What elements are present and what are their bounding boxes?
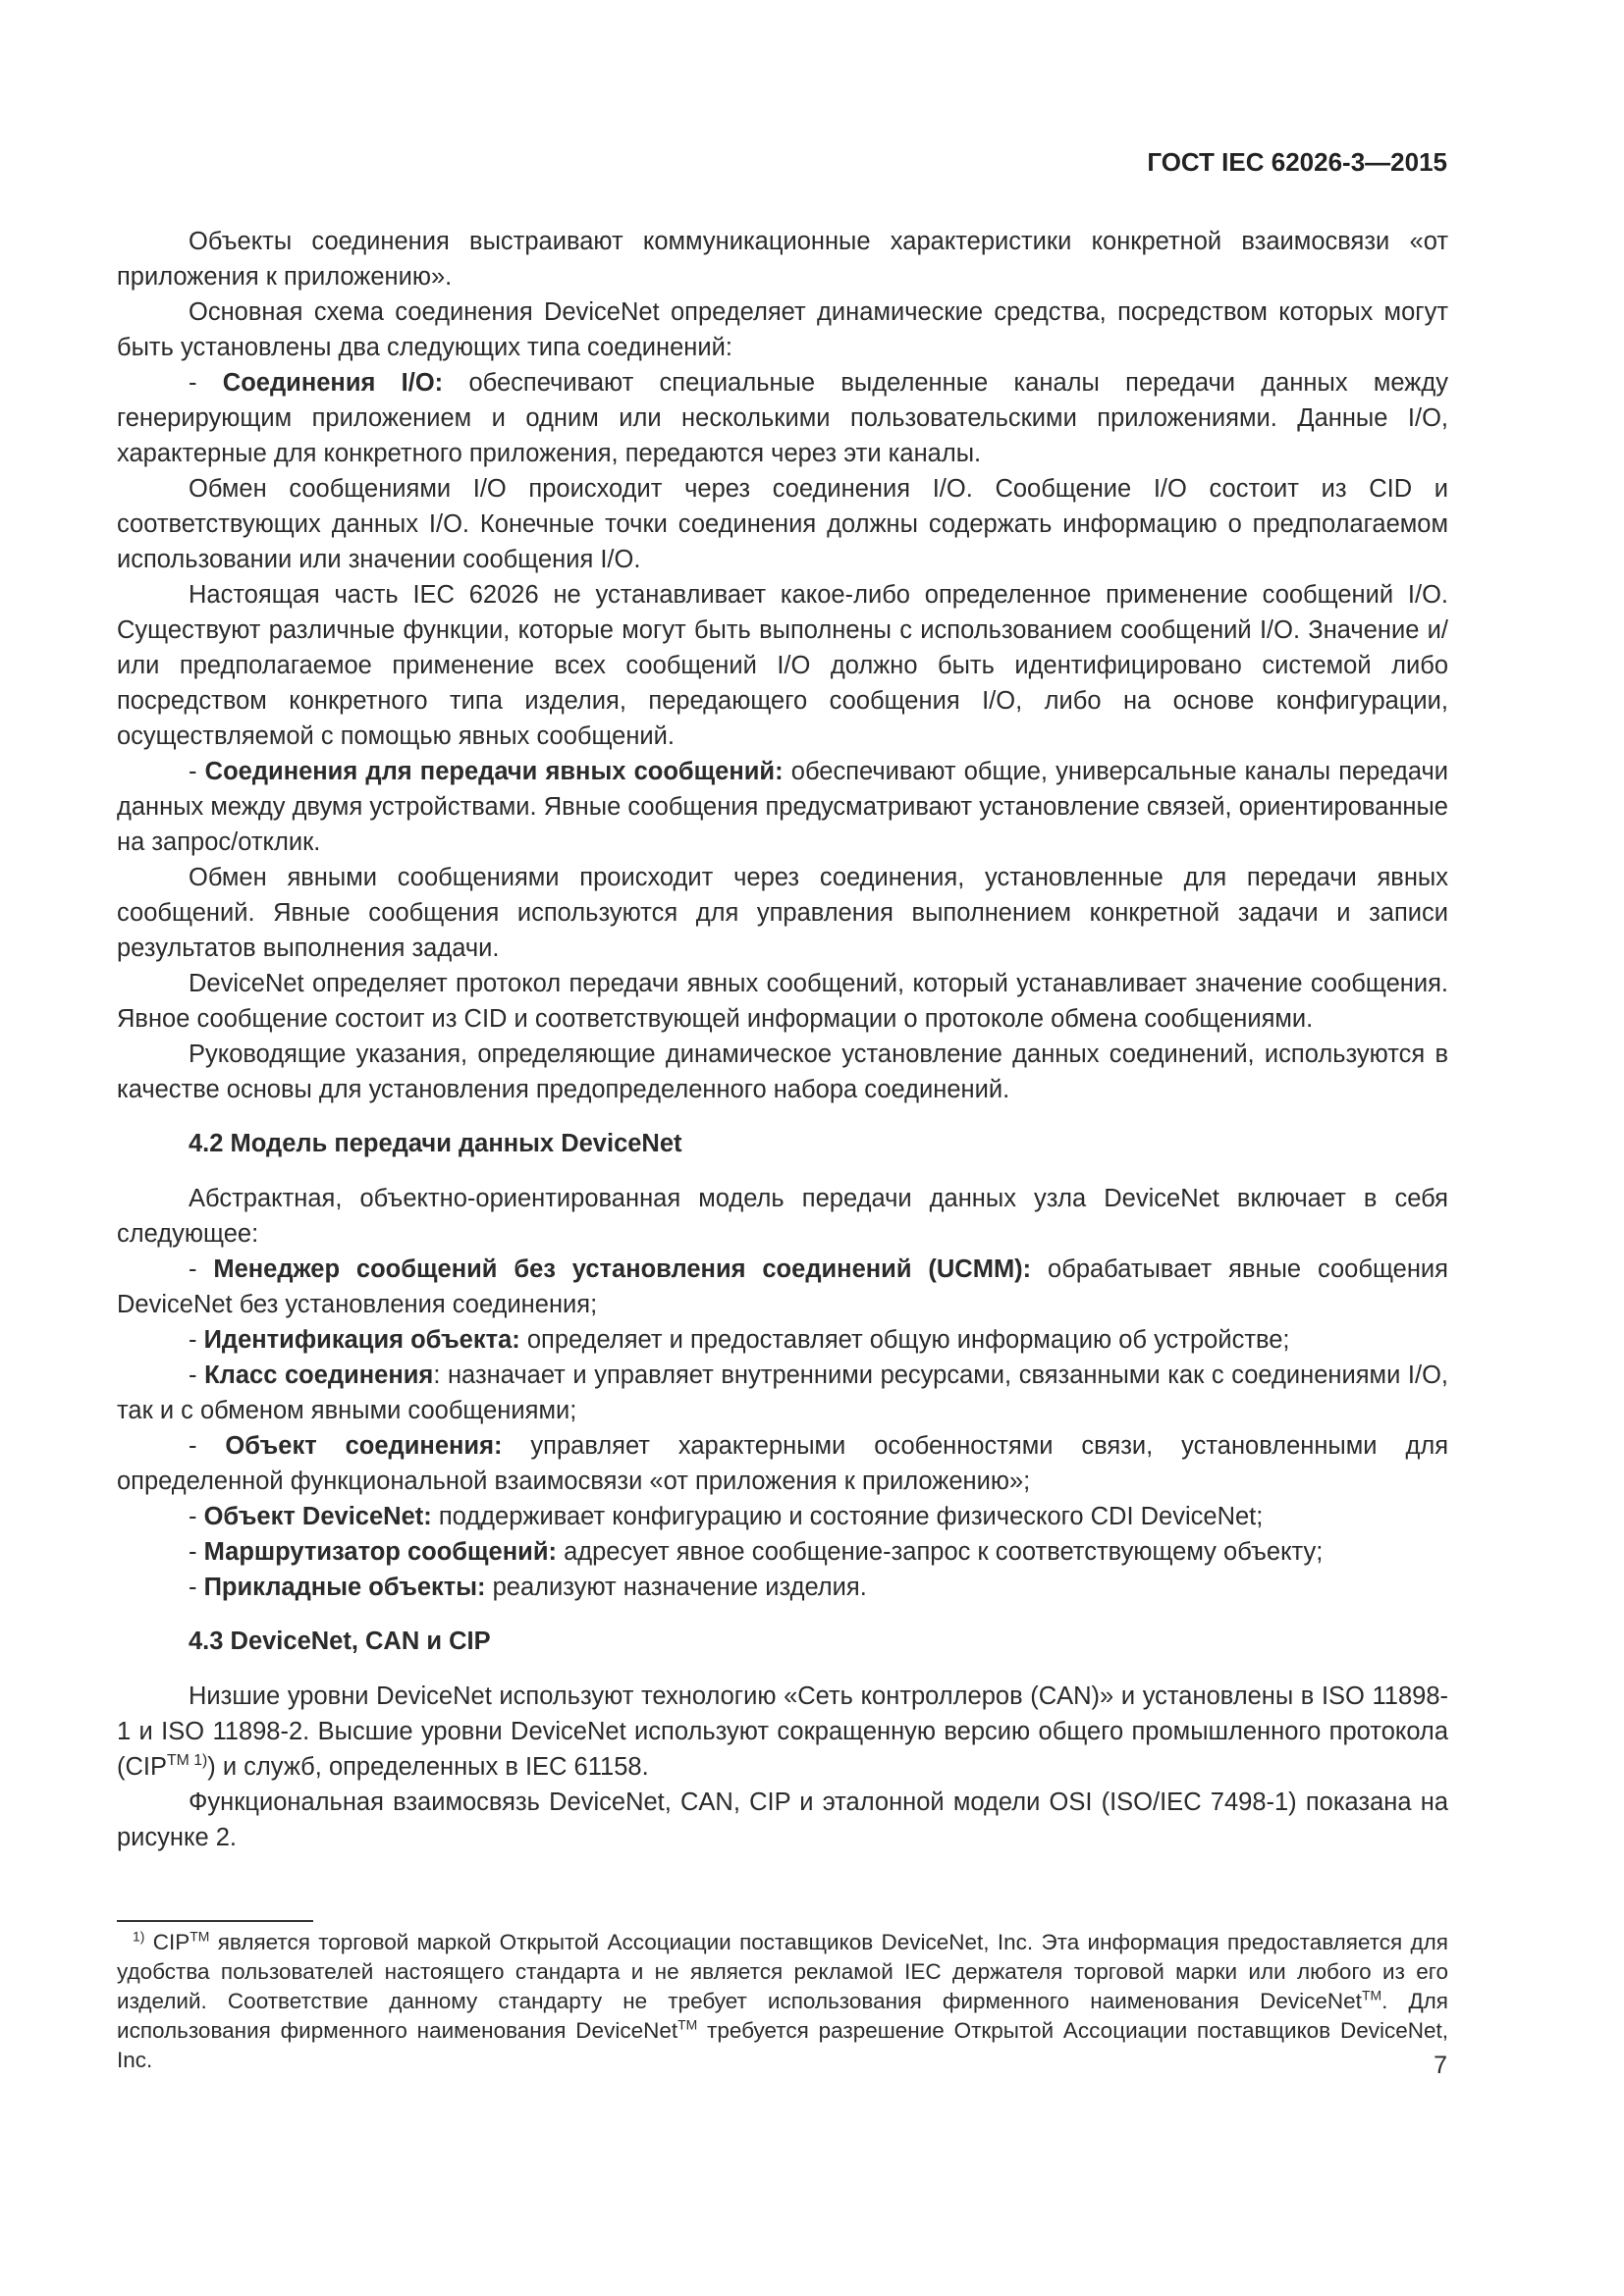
list-text: управляет характерными особенностями связи, установленными для определенной функциональной взаимосвязи «от приложения к приложению»; [117,1432,1449,1495]
list-term: Объект соединения: [225,1432,503,1460]
list-term: Объект DeviceNet: [203,1503,432,1530]
list-item [117,1322,1448,1358]
list-text: обеспечивают общие, универсальные каналы передачи данных между двумя устройствами. Явные сообщения предусматривают установление связей, ориентированные на запрос/отклик. [117,758,1449,856]
paragraph: Настоящая часть IEC 62026 не устанавливает какое-либо определенное применение сообщений I/O. Существуют различные функции, которые могут быть выполнены с использованием сообщений I/O. Значение и/или предполагаемое применение всех сообщений I/O должно быть идентифицировано системой либо посредством конкретного типа изделия, передающего сообщения I/O, либо на основе конфигурации, осуществляемой с помощью явных сообщений. [117,581,1448,750]
list-text: поддерживает конфигурацию и состояние физического CDI DeviceNet; [431,1503,1264,1530]
footnote [117,1928,1448,2075]
list-text: обрабатывает явные сообщения DeviceNet без установления соединения; [117,1255,1448,1318]
trademark-superscript: TM [1361,1987,1382,2003]
list-item [117,754,1448,860]
list-term: Маршрутизатор сообщений: [203,1538,557,1566]
list-dash: - [189,1255,214,1283]
paragraph-text: ) и служб, определенных в IEC 61158. [207,1753,649,1781]
list-text: обеспечивают специальные выделенные каналы передачи данных между генерирующим приложением и одним или несколькими пользовательскими приложениями. Данные I/O, характерные для конкретного приложения, передаются через эти каналы. [117,369,1448,467]
footnote-text: является торговой маркой Открытой Ассоциации поставщиков DeviceNet, Inc. Эта информация предоставляется для удобства пользователей настоящего стандарта и не является рекламой IEC держателя торговой марки или любого из его изделий. Соответствие данному стандарту не требует использования фирменного наименования DeviceNet [117,1930,1448,2013]
section-heading-4-2: 4.2 Модель передачи данных DeviceNet [189,1130,682,1157]
paragraph: Объекты соединения выстраивают коммуникационные характеристики конкретной взаимосвязи «от приложения к приложению». [117,228,1448,291]
list-item [117,1534,1448,1570]
trademark-superscript: TM [189,1928,210,1945]
footnote-text: требуется разрешение Открытой Ассоциации поставщиков DeviceNet, Inc. [117,2018,1448,2072]
list-term: Соединения I/O: [222,369,444,397]
footnote-text: CIP [144,1930,190,1954]
list-term: Прикладные объекты: [203,1574,486,1601]
footnote-rule [117,1920,313,1922]
paragraph [117,1679,1448,1785]
list-item [117,1358,1448,1428]
list-term: Менеджер сообщений без установления соединений (UCMM): [213,1255,1032,1283]
list-item [117,365,1448,471]
list-term: Идентификация объекта: [203,1326,520,1354]
footnote-marker: 1) [133,1928,145,1945]
paragraph: Обмен сообщениями I/O происходит через соединения I/O. Сообщение I/O состоит из CID и соответствующих данных I/O. Конечные точки соединения должны содержать информацию о предполагаемом использовании или значении сообщения I/O. [117,475,1448,573]
list-term: Соединения для передачи явных сообщений: [204,758,784,785]
list-dash: - [189,1326,204,1354]
list-item [117,1499,1448,1534]
trademark-superscript: TM [677,2016,698,2033]
list-text: адресует явное сообщение-запрос к соответствующему объекту; [556,1538,1324,1566]
list-item [117,1252,1448,1322]
list-text: определяет и предоставляет общую информацию об устройстве; [519,1326,1290,1354]
list-dash: - [189,758,205,785]
paragraph-text: Низшие уровни DeviceNet используют технологию «Сеть контроллеров (CAN)» и установлены в ISO 11898-1 и ISO 11898-2. Высшие уровни DeviceNet используют сокращенную версию общего промышленного протокола (CIP [117,1682,1448,1781]
page-number: 7 [1434,2052,1447,2079]
list-text: реализуют назначение изделия. [485,1574,867,1601]
list-item [117,1570,1448,1605]
list-dash: - [189,1538,204,1566]
list-item [117,1428,1448,1499]
document-header: ГОСТ IEC 62026-3—2015 [1147,147,1447,177]
paragraph: Обмен явными сообщениями происходит через соединения, установленные для передачи явных сообщений. Явные сообщения используются для управления выполнением конкретной задачи и записи результатов выполнения задачи. [117,864,1448,962]
list-dash: - [189,1432,226,1460]
section-heading-4-3: 4.3 DeviceNet, CAN и CIP [189,1628,491,1655]
list-term: Класс соединения [204,1362,434,1389]
list-dash: - [189,1362,205,1389]
paragraph: DeviceNet определяет протокол передачи явных сообщений, который устанавливает значение сообщения. Явное сообщение состоит из CID и соответствующей информации о протоколе обмена сообщениями. [117,970,1448,1033]
trademark-superscript: TM 1) [167,1752,208,1770]
list-dash: - [189,1503,204,1530]
list-dash: - [189,1574,204,1601]
paragraph: Руководящие указания, определяющие динамическое установление данных соединений, используются в качестве основы для установления предопределенного набора соединений. [117,1041,1448,1103]
footnotes [117,1920,1448,2075]
list-dash: - [189,369,223,397]
list-text: : назначает и управляет внутренними ресурсами, связанными как с соединениями I/O, так и с обменом явными сообщениями; [117,1362,1448,1424]
document-body [117,224,1448,1855]
paragraph: Основная схема соединения DeviceNet определяет динамические средства, посредством которых могут быть установлены два следующих типа соединений: [117,298,1448,361]
paragraph: Абстрактная, объектно-ориентированная модель передачи данных узла DeviceNet включает в себя следующее: [117,1185,1448,1248]
footnote-text: . Для использования фирменного наименования DeviceNet [117,1989,1448,2043]
paragraph: Функциональная взаимосвязь DeviceNet, CAN, CIP и эталонной модели OSI (ISO/IEC 7498-1) показана на рисунке 2. [117,1789,1448,1851]
